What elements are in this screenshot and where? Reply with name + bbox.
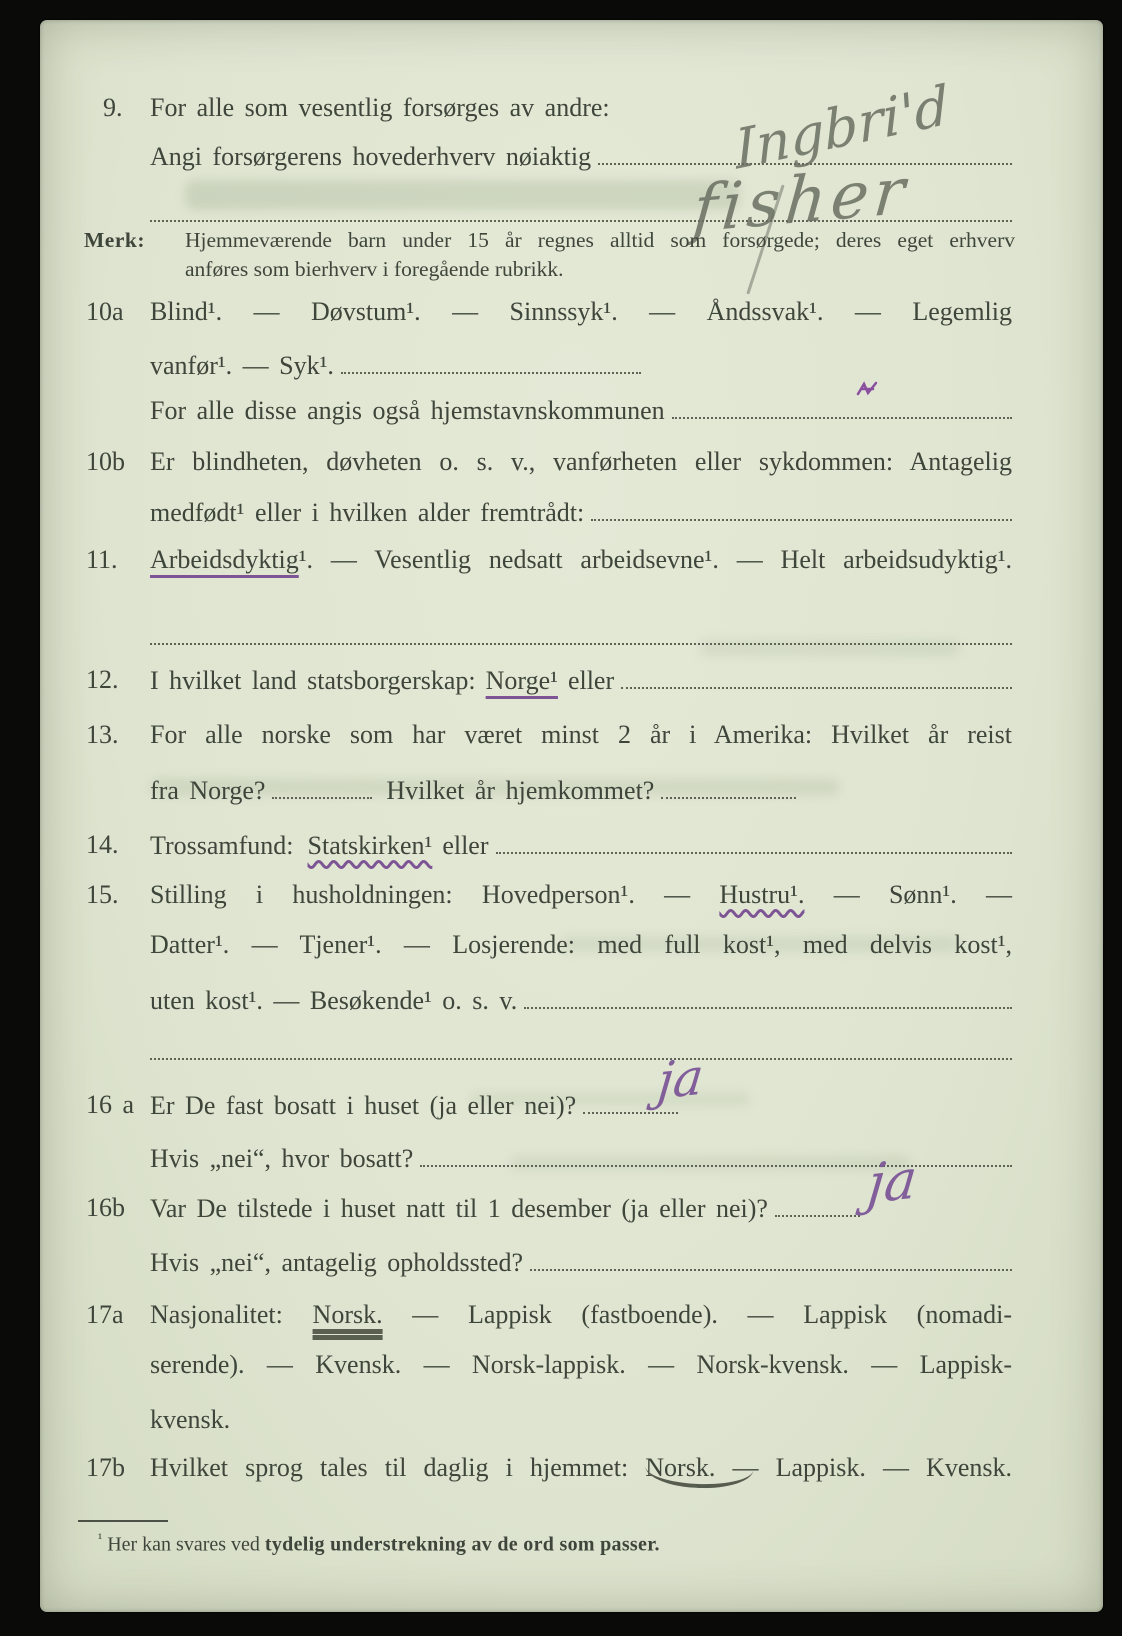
question-text: Hvilket sprog tales til daglig i hjemmet: [150, 1453, 646, 1482]
question-text: — Sønn¹. — [804, 880, 1012, 909]
underlined-answer-word: Norsk. [645, 1453, 716, 1482]
handwritten-answer-ja: ja [655, 1047, 707, 1111]
note-label: Merk: [84, 228, 145, 252]
bleedthrough-smudge [185, 180, 740, 210]
answer-blank-line [672, 393, 1012, 419]
question-text: For alle som vesentlig forsørges av andre: [150, 93, 610, 122]
question-text: uten kost¹. — Besøkende¹ o. s. v. [150, 986, 518, 1015]
footnote-text: Her kan svares ved [102, 1533, 265, 1556]
question-number: 17b [86, 1453, 125, 1482]
question-text: fra Norge? [150, 776, 266, 805]
question-text: I hvilket land statsborgerskap: [150, 666, 476, 695]
handwritten-occupation-entry: fisher [690, 154, 913, 248]
question-text: Er De fast bosatt i huset (ja eller nei)? [150, 1091, 577, 1120]
question-13-line-1 [86, 718, 1012, 752]
question-text: Stilling i husholdningen: Hovedperson¹. — [150, 880, 720, 909]
question-number: 17a [86, 1300, 124, 1329]
footnote-marker: ¹ [98, 1532, 103, 1547]
question-text: — Lappisk. — Kvensk. [715, 1453, 1012, 1482]
question-text: kvensk. [150, 1405, 231, 1434]
question-number: 16 a [86, 1090, 135, 1119]
question-17a-line-2 [150, 1348, 1012, 1382]
answer-blank-line [150, 1046, 1012, 1060]
answer-blank-line [591, 495, 1012, 521]
question-text: Hvis „nei“, antagelig opholdssted? [150, 1248, 524, 1277]
question-15-line-3 [150, 983, 1012, 1018]
answer-blank-line [150, 631, 1012, 645]
question-10b-line-2 [150, 495, 1012, 530]
handwritten-answer-ja: ja [864, 1146, 921, 1217]
question-number: 14. [86, 830, 119, 859]
question-11-line-1 [86, 543, 1012, 577]
footnote-rule [78, 1520, 168, 1522]
footnote-text-bold: tydelig understrekning av de ord som passer. [264, 1533, 660, 1556]
question-text: Hvis „nei“, hvor bosatt? [150, 1144, 414, 1173]
question-10a-line-3 [150, 393, 1012, 428]
question-text: medfødt¹ eller i hvilken alder fremtrådt: [150, 498, 585, 527]
question-12-line-1 [86, 663, 1012, 698]
question-number: 11. [86, 545, 118, 574]
handwritten-occupation-entry: Ingbri'd [733, 73, 951, 182]
underlined-answer-word: Norsk. [312, 1300, 383, 1329]
question-14-line-1 [86, 828, 1012, 863]
note-merk-line-2 [185, 255, 1015, 284]
note-text: Hjemmeværende barn under 15 år regnes alltid som forsørgede; deres eget erhverv [185, 228, 1015, 252]
question-10b-line-1 [86, 445, 1012, 479]
answer-blank-line [496, 828, 1013, 854]
question-10a-line-2 [150, 348, 1012, 383]
question-text: Hvilket år hjemkommet? [386, 776, 655, 805]
question-text: Nasjonalitet: [150, 1300, 313, 1329]
question-text: eller [567, 666, 615, 695]
underlined-answer-word: Statskirken¹ [307, 831, 433, 860]
question-text: Angi forsørgerens hovederhverv nøiaktig [150, 142, 592, 171]
question-text: serende). — Kvensk. — Norsk-lappisk. — Norsk-kvensk. — Lappisk- [150, 1350, 1012, 1379]
question-16a-line-1 [86, 1088, 1012, 1123]
underlined-answer-word: Hustru¹. [719, 880, 805, 909]
footnote [98, 1532, 978, 1557]
question-15-line-1 [86, 878, 1012, 912]
question-10a-line-1 [86, 295, 1012, 329]
answer-blank-line [272, 773, 372, 799]
underlined-answer-word: Norge¹ [485, 666, 558, 695]
question-text: ¹. — Vesentlig nedsatt arbeidsevne¹. — Helt arbeidsudyktig¹. [298, 545, 1012, 574]
question-number: 13. [86, 720, 119, 749]
question-text: Er blindheten, døvheten o. s. v., vanførheten eller sykdommen: Antagelig [150, 447, 1012, 476]
question-17a-line-1 [86, 1298, 1012, 1332]
question-text: eller [442, 831, 489, 860]
question-text: Var De tilstede i huset natt til 1 desember (ja eller nei)? [150, 1194, 768, 1223]
question-number: 12. [86, 665, 119, 694]
answer-blank-line [524, 983, 1012, 1009]
question-number: 10b [86, 447, 125, 476]
question-number: 9. [103, 93, 123, 122]
answer-blank-line [621, 663, 1012, 689]
underlined-answer-word: Arbeidsdyktig [150, 545, 299, 574]
answer-blank-line [420, 1141, 1012, 1167]
question-text: For alle disse angis også hjemstavnskommunen [150, 396, 665, 425]
answer-blank-line [661, 773, 796, 799]
answer-blank-line [530, 1245, 1012, 1271]
note-merk-line-1 [84, 226, 1015, 255]
question-text: For alle norske som har været minst 2 år i Amerika: Hvilket år reist [150, 720, 1012, 749]
question-text: vanfør¹. — Syk¹. [150, 351, 334, 380]
question-17b-line-1 [86, 1451, 1012, 1485]
answer-blank-line [341, 348, 641, 374]
question-15-line-2 [150, 928, 1012, 962]
question-13-line-2 [150, 773, 1012, 808]
question-text: Blind¹. — Døvstum¹. — Sinnssyk¹. — Åndssvak¹. — Legemlig [150, 297, 1012, 326]
answer-blank-line [775, 1191, 860, 1217]
question-17a-line-3 [150, 1403, 1012, 1437]
question-number: 15. [86, 880, 119, 909]
question-text: Trossamfund: [150, 831, 294, 860]
purple-pencil-mark [856, 380, 882, 398]
question-16b-line-2 [150, 1245, 1012, 1280]
question-text: — Lappisk (fastboende). — Lappisk (nomadi- [382, 1300, 1012, 1329]
question-number: 16b [86, 1193, 125, 1222]
question-text: Datter¹. — Tjener¹. — Losjerende: med full kost¹, med delvis kost¹, [150, 930, 1012, 959]
question-number: 10a [86, 297, 124, 326]
note-text: anføres som bierhverv i foregående rubrikk. [185, 257, 564, 281]
